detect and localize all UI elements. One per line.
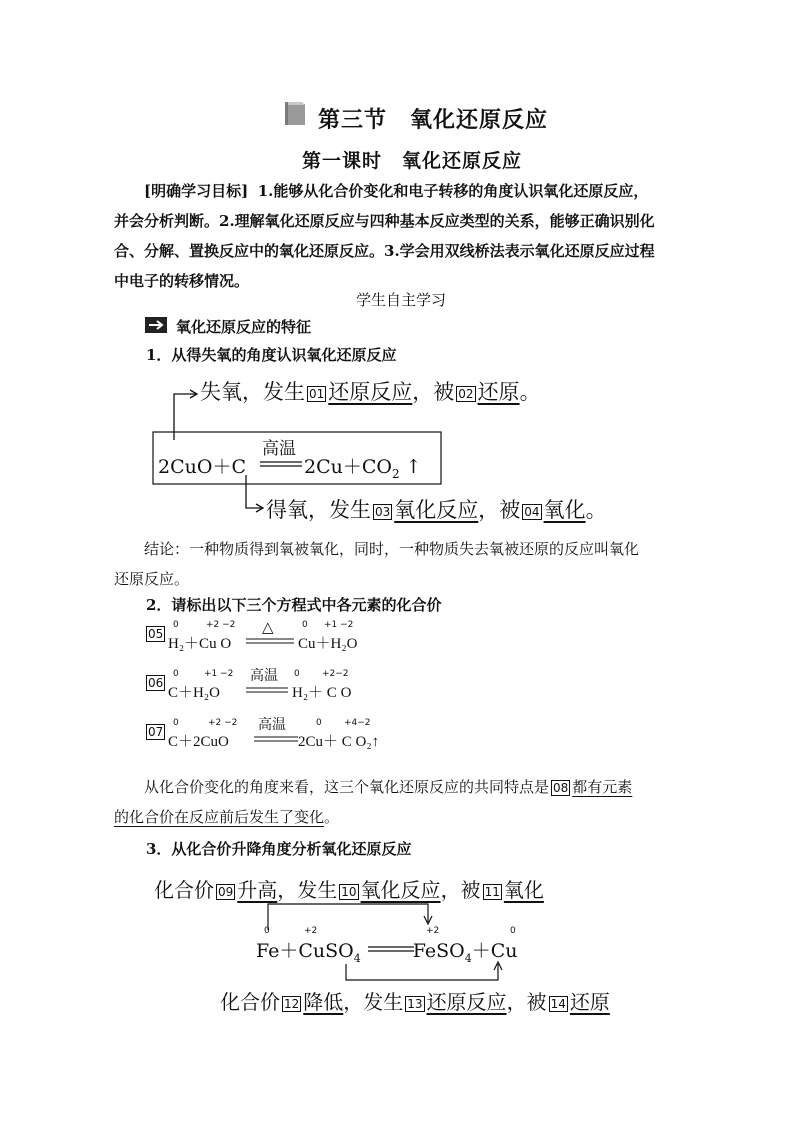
eq06-right: H₂＋ C O <box>292 685 352 701</box>
q3-equation: Fe＋CuSO$_4$ FeSO$_4$＋Cu <box>256 940 518 965</box>
eq07-equals <box>254 735 300 743</box>
answer-box-07: 07 <box>148 725 164 739</box>
ox-cu-right: 0 <box>510 926 516 936</box>
eq05-right: Cu＋H₂O <box>298 636 358 652</box>
q1-top-line: 失氧，发生 01 还原反应，被 02 还原。 <box>200 380 541 404</box>
ox-cu-left: +2 <box>304 926 318 936</box>
answer-box-05: 05 <box>148 627 164 641</box>
conclusion-line2: 还原反应。 <box>114 570 190 588</box>
goals-line1: 1.能够从化合价变化和电子转移的角度认识氧化还原反应， <box>257 182 649 200</box>
answer-11: 氧化 <box>503 878 544 902</box>
goals-line4: 中电子的转移情况。 <box>114 272 250 290</box>
answer-box-14: 14 <box>550 996 566 1011</box>
answer-box-06: 06 <box>148 676 164 690</box>
answer-03: 氧化反应 <box>394 498 479 522</box>
answer-box-02: 02 <box>458 386 474 401</box>
answer-box-09: 09 <box>218 884 234 899</box>
eq07-condition: 高温 <box>258 718 286 733</box>
answer-01: 还原反应 <box>328 380 413 404</box>
answer-box-11: 11 <box>484 884 500 899</box>
answer-box-12: 12 <box>284 996 300 1011</box>
answer-08-part2: 的化合价在反应前后发生了变化 <box>114 808 325 826</box>
eq05-condition: △ <box>262 620 274 636</box>
equation-07: 07 0 +2 −2 0 +4−2 C＋2CuO 高温 2Cu＋ C O₂↑ <box>146 716 466 754</box>
answer-12: 降低 <box>303 990 344 1014</box>
q3-top-line: 化合价 09 升高，发生 10 氧化反应，被 11 氧化 <box>154 878 544 902</box>
eq06-equals <box>246 686 290 694</box>
goals-line2: 并会分析判断。2.理解氧化还原反应与四种基本反应类型的关系，能够正确识别化 <box>114 212 655 230</box>
answer-box-10: 10 <box>341 884 357 899</box>
eq07-left: C＋2CuO <box>168 734 229 750</box>
goals-line3: 合、分解、置换反应中的氧化还原反应。3.学会用双线桥法表示氧化还原反应过程 <box>114 242 655 260</box>
book-icon <box>284 98 306 126</box>
conclusion-line1: 结论：一种物质得到氧被氧化，同时，一种物质失去氧被还原的反应叫氧化 <box>144 540 640 558</box>
q2-title: 2．请标出以下三个方程式中各元素的化合价 <box>146 596 442 614</box>
answer-08-part1: 都有元素 <box>572 778 633 796</box>
equation-06: 06 0 +1 −2 0 +2−2 C＋H₂O 高温 H₂＋ C O <box>146 667 446 705</box>
eq07-right: 2Cu＋ C O₂↑ <box>298 734 380 750</box>
ox-fe-right: +2 <box>426 926 440 936</box>
answer-box-04: 04 <box>524 504 540 519</box>
answer-13: 还原反应 <box>426 990 507 1014</box>
equation-05: 05 0 +2 −2 0 +1 −2 H₂＋Cu O △ Cu＋H₂O <box>148 620 358 652</box>
goals-label: [明确学习目标] <box>144 182 249 200</box>
q2-summary: 从化合价变化的角度来看，这三个氧化还原反应的共同特点是 08 都有元素 的化合价在反应前后发生了变化。 <box>114 778 633 826</box>
q1-eq-condition: 高温 <box>262 439 296 459</box>
answer-box-01: 01 <box>309 386 325 401</box>
study-heading: 学生自主学习 <box>356 291 447 309</box>
q1-title: 1．从得失氧的角度认识氧化还原反应 <box>146 346 397 364</box>
answer-09: 升高 <box>237 878 278 902</box>
q2-summary-pre: 从化合价变化的角度来看，这三个氧化还原反应的共同特点是 <box>144 778 550 796</box>
learning-goals <box>114 176 694 296</box>
q1-equation <box>158 436 438 482</box>
conclusion <box>114 534 694 594</box>
q3-bottom-line: 化合价 12 降低，发生 13 还原反应，被 14 还原 <box>220 990 610 1014</box>
lesson-title: 第一课时 氧化还原反应 <box>302 150 523 172</box>
eq05-left: H₂＋Cu O <box>168 636 232 652</box>
q1-eq-left: 2CuO＋C <box>158 456 246 478</box>
q1-diagram <box>150 370 610 530</box>
q3-diagram <box>150 868 630 1028</box>
ox-fe: 0 <box>264 926 270 936</box>
q3-title: 3．从化合价升降角度分析氧化还原反应 <box>146 840 412 858</box>
eq06-condition: 高温 <box>250 669 278 684</box>
feature-heading: 氧化还原反应的特征 <box>176 318 312 336</box>
q1-bottom-line: 得氧，发生 03 氧化反应，被 04 氧化。 <box>266 498 607 522</box>
arrow-tag-icon <box>145 317 167 333</box>
section-title: 第三节 氧化还原反应 <box>318 107 549 133</box>
eq06-left: C＋H₂O <box>168 685 220 701</box>
answer-02: 还原 <box>477 380 520 404</box>
answer-box-13: 13 <box>407 996 423 1011</box>
answer-box-08: 08 <box>553 781 569 795</box>
answer-10: 氧化反应 <box>360 878 441 902</box>
answer-14: 还原 <box>569 990 610 1014</box>
answer-box-03: 03 <box>375 504 391 519</box>
answer-04: 氧化 <box>543 498 586 522</box>
eq05-equals <box>246 637 296 645</box>
q1-eq-right: $2Cu+CO_2$ ↑ <box>304 456 422 481</box>
